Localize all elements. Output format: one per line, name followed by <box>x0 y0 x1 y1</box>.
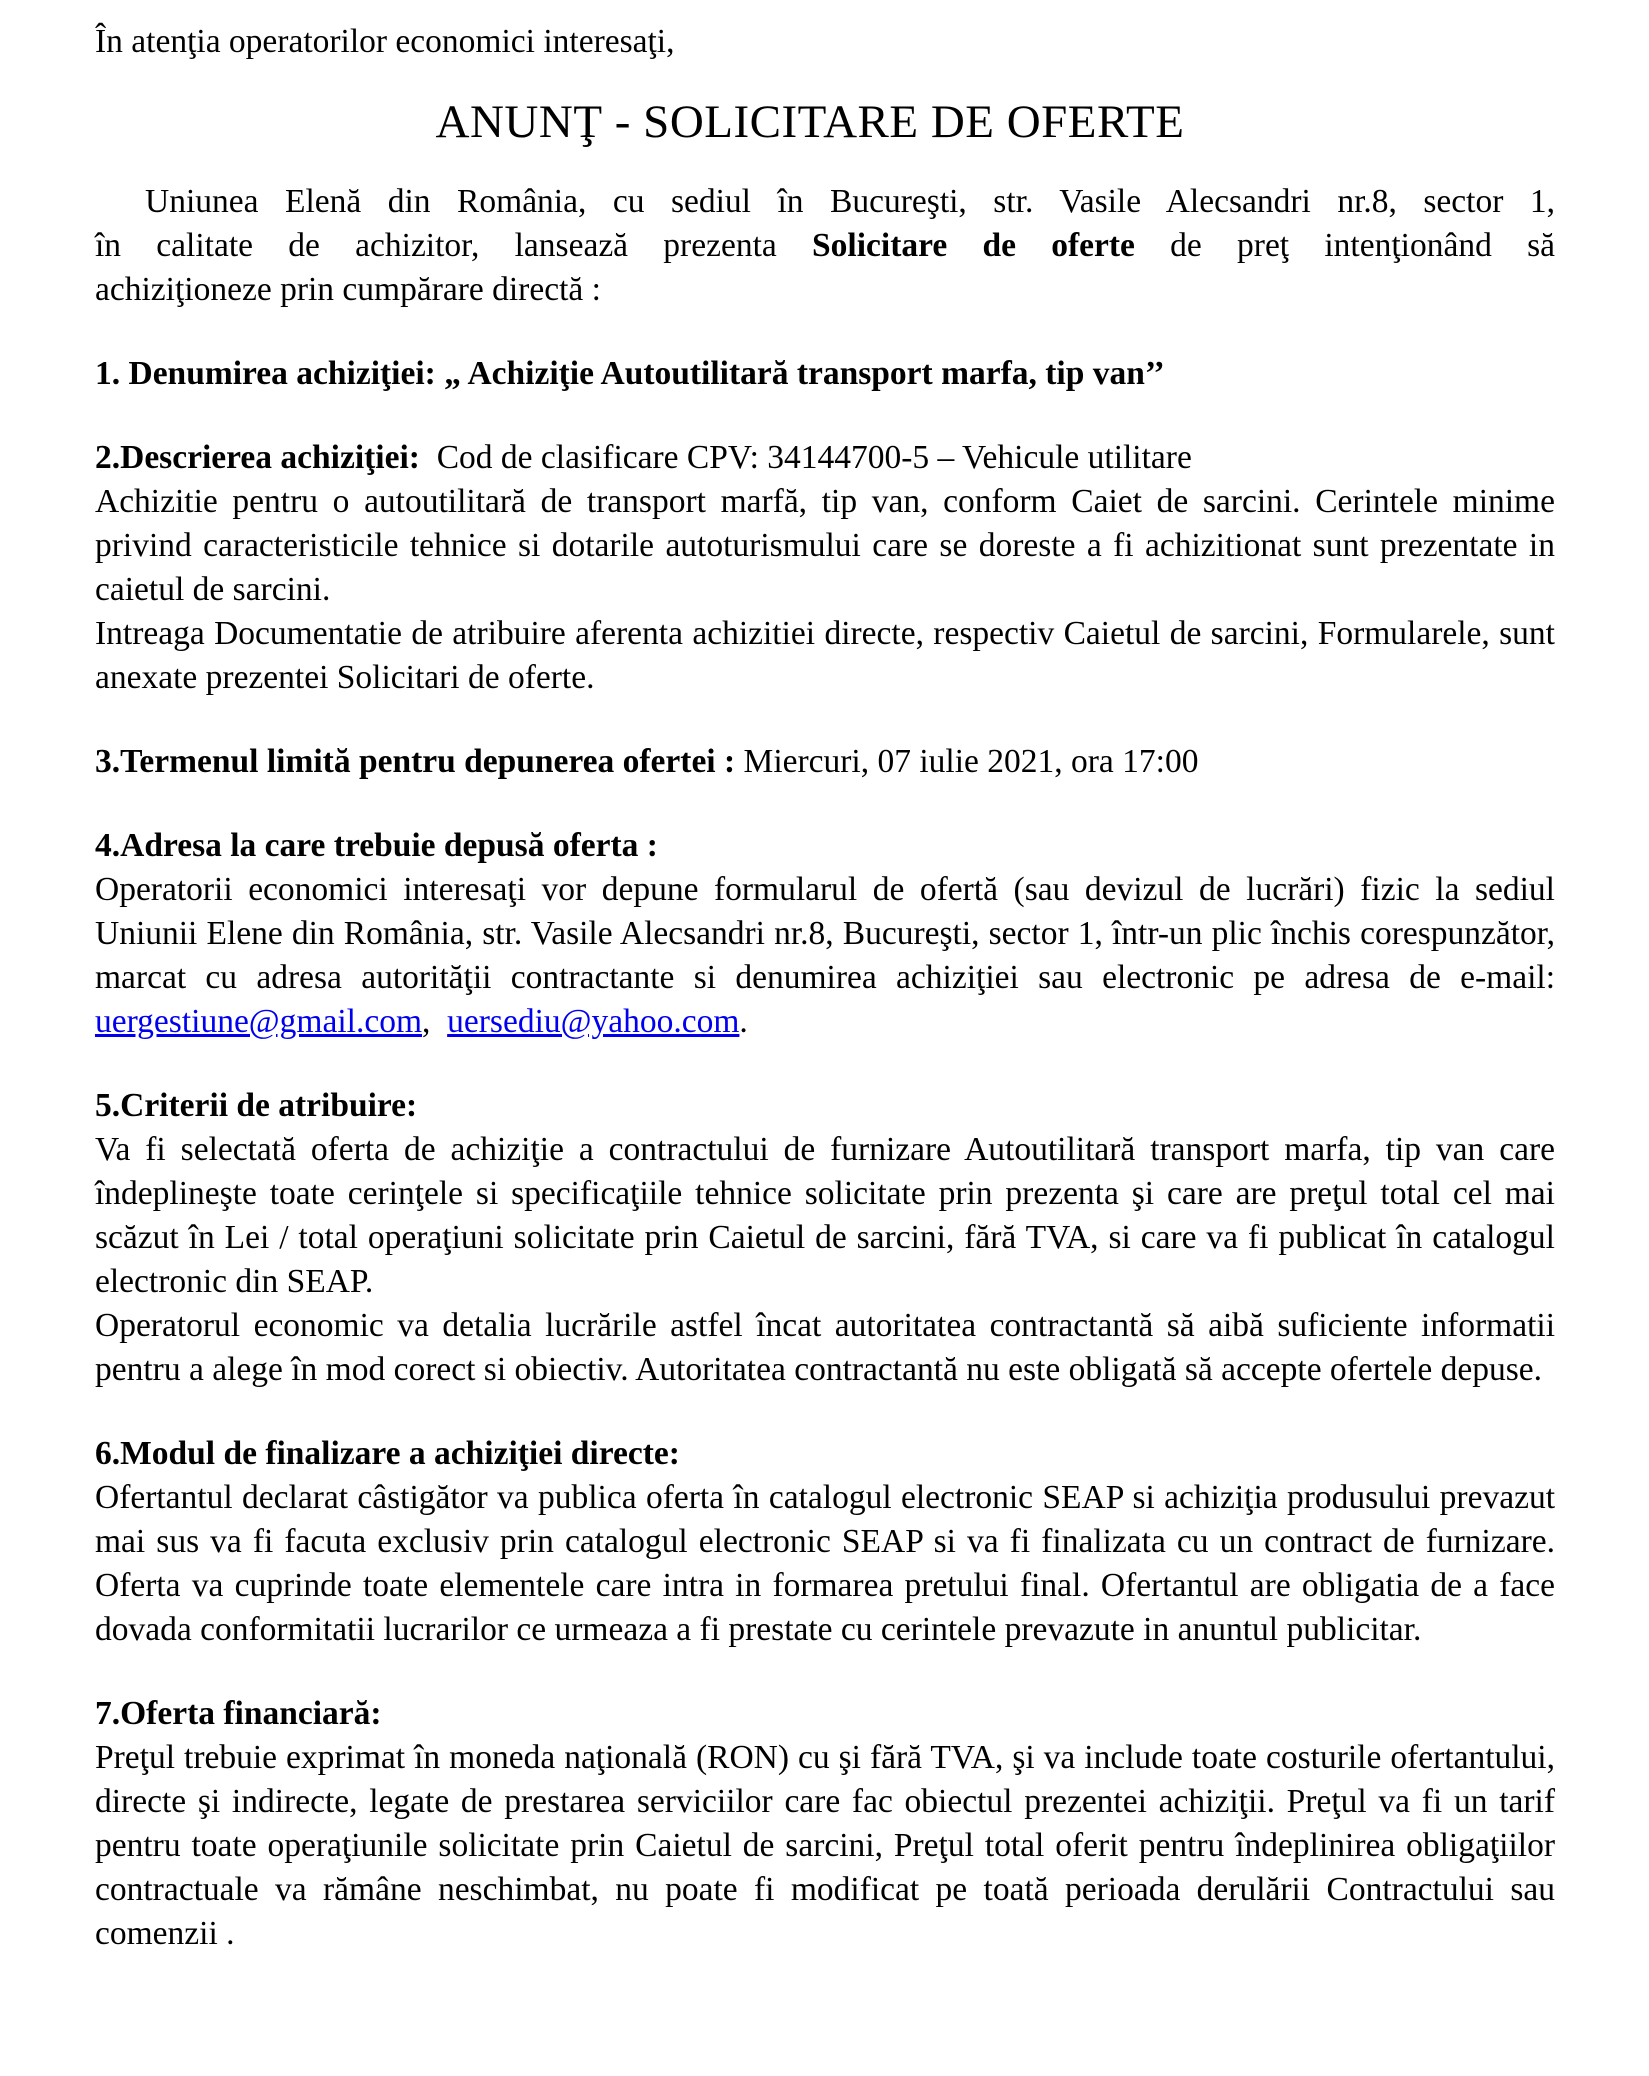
section-5-paragraph-1: Va fi selectată oferta de achiziţie a contractului de furnizare Autoutilitară transport marfa, tip van care îndeplineşte toate cerinţele si specificaţiile tehnice solicitate prin prezenta şi care are preţul total cel mai scăzut în Lei / total operaţiuni solicitate prin Caietul de sarcini, fără TVA, si care va fi publicat în catalogul electronic din SEAP. <box>95 1131 1555 1300</box>
intro-line-2-post: de preţ intenţionând să <box>1134 227 1555 264</box>
intro-line-2-pre: în calitate de achizitor, lansează prezenta <box>95 227 813 264</box>
section-3 <box>95 740 1555 784</box>
intro-bold-phrase: Solicitare de oferte <box>812 227 1135 264</box>
section-4-end: . <box>739 1003 748 1040</box>
section-6 <box>95 1432 1555 1652</box>
intro-line-2 <box>95 224 1555 268</box>
section-7 <box>95 1692 1555 1956</box>
section-1-heading: 1. Denumirea achiziţiei: „ Achiziţie Autoutilitară transport marfa, tip van’’ <box>95 355 1165 392</box>
section-1 <box>95 352 1555 396</box>
section-3-deadline: Miercuri, 07 iulie 2021, ora 17:00 <box>743 743 1199 780</box>
section-7-heading: 7.Oferta financiară: <box>95 1695 382 1732</box>
section-2-cpv: Cod de clasificare CPV: 34144700-5 – Vehicule utilitare <box>419 439 1192 476</box>
email-separator: , <box>422 1003 448 1040</box>
intro-line-3: achiziţioneze prin cumpărare directă : <box>95 271 601 308</box>
section-5 <box>95 1084 1555 1392</box>
section-2 <box>95 436 1555 700</box>
section-3-heading: 3.Termenul limită pentru depunerea ofertei : <box>95 743 744 780</box>
section-2-heading-line <box>95 436 1555 480</box>
section-3-line <box>95 740 1555 784</box>
section-4 <box>95 824 1555 1044</box>
section-2-paragraph-2: Intreaga Documentatie de atribuire aferenta achizitiei directe, respectiv Caietul de sarcini, Formularele, sunt anexate prezentei Solicitari de oferte. <box>95 615 1555 696</box>
section-7-paragraph: Preţul trebuie exprimat în moneda naţională (RON) cu şi fără TVA, şi va include toate costurile ofertantului, directe şi indirecte, legate de prestarea serviciilor care fac obiectul prezentei achiziţii. Preţul va fi un tarif pentru toate operaţiunile solicitate prin Caietul de sarcini, Preţul total oferit pentru îndeplinirea obligaţiilor contractuale va rămâne neschimbat, nu poate fi modificat pe toată perioada derulării Contractului sau comenzii . <box>95 1739 1555 1952</box>
intro-line-1: Uniunea Elenă din România, cu sediul în Bucureşti, str. Vasile Alecsandri nr.8, sector 1, <box>145 183 1555 220</box>
section-6-heading: 6.Modul de finalizare a achiziţiei directe: <box>95 1435 680 1472</box>
email-link-1[interactable]: uergestiune@gmail.com <box>95 1003 423 1040</box>
greeting-line: În atenţia operatorilor economici interesaţi, <box>95 23 675 60</box>
document-body <box>95 20 1555 1956</box>
section-5-heading: 5.Criterii de atribuire: <box>95 1087 418 1124</box>
section-4-body: Operatorii economici interesaţi vor depune formularul de ofertă (sau devizul de lucrări) fizic la sediul Uniunii Elene din România, str. Vasile Alecsandri nr.8, Bucureşti, sector 1, într-un plic închis corespunzător, marcat cu adresa autorităţii contractante si denumirea achiziţiei sau electronic pe adresa de e-mail: <box>95 871 1555 996</box>
section-5-paragraph-2: Operatorul economic va detalia lucrările astfel încat autoritatea contractantă să aibă suficiente informatii pentru a alege în mod corect si obiectiv. Autoritatea contractantă nu este obligată să accepte ofertele depuse. <box>95 1307 1555 1388</box>
section-2-heading: 2.Descrierea achiziţiei: <box>95 439 420 476</box>
email-link-2[interactable]: uersediu@yahoo.com <box>447 1003 740 1040</box>
document-title: ANUNŢ - SOLICITARE DE OFERTE <box>435 96 1185 148</box>
section-4-heading: 4.Adresa la care trebuie depusă oferta : <box>95 827 658 864</box>
section-2-paragraph-1: Achizitie pentru o autoutilitară de transport marfă, tip van, conform Caiet de sarcini. Cerintele minime privind caracteristicile tehnice si dotarile autoturismului care se doreste a fi achizitionat sunt prezentate in caietul de sarcini. <box>95 483 1555 608</box>
intro-paragraph <box>95 180 1555 312</box>
section-4-paragraph <box>95 868 1555 1044</box>
section-6-paragraph: Ofertantul declarat câstigător va publica oferta în catalogul electronic SEAP si achiziţia produsului prevazut mai sus va fi facuta exclusiv prin catalogul electronic SEAP si va fi finalizata cu un contract de furnizare. Oferta va cuprinde toate elementele care intra in formarea pretului final. Ofertantul are obligatia de a face dovada conformitatii lucrarilor ce urmeaza a fi prestate cu cerintele prevazute in anuntul publicitar. <box>95 1479 1555 1648</box>
